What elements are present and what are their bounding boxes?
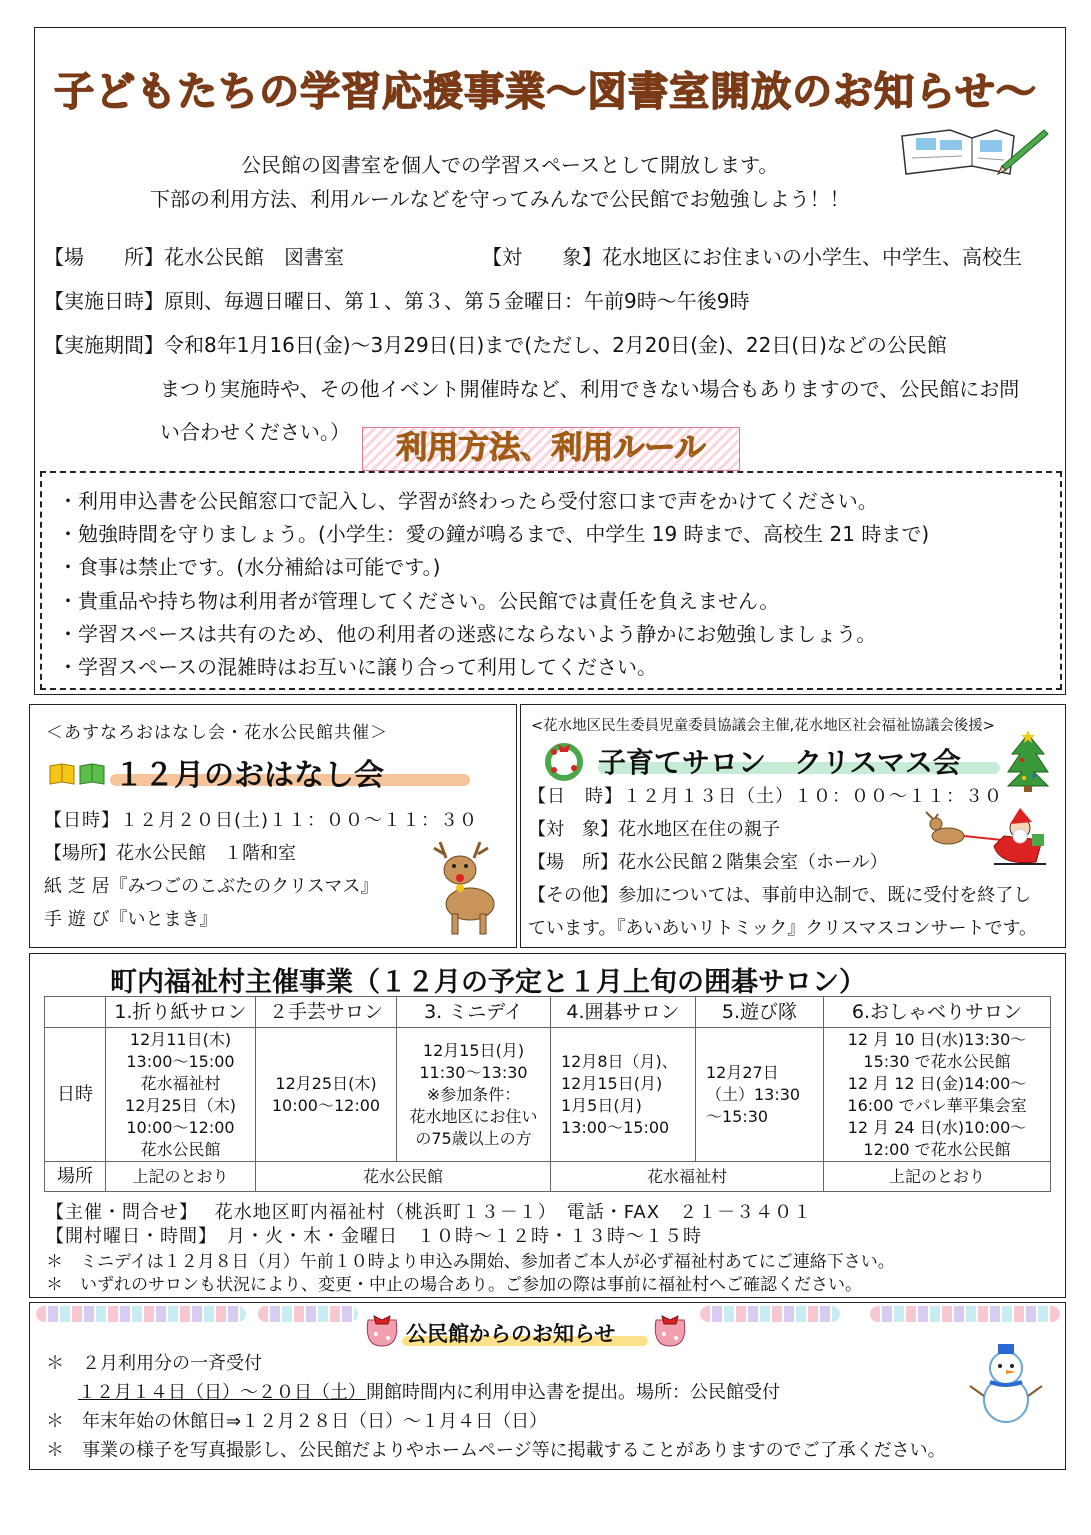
period-line-2: まつり実施時や、その他イベント開催時など、利用できない場合もありますので、公民館にお問 bbox=[160, 377, 1020, 401]
ohanashi-subtitle: ＜あすなろおはなし会・花水公民館共催＞ bbox=[46, 723, 388, 743]
salon-target: 【対 象】花水地区在住の親子 bbox=[528, 819, 780, 840]
table-header-row bbox=[45, 997, 1051, 1028]
rules-heading: 利用方法、利用ルール bbox=[362, 427, 740, 471]
rule-item: ・利用申込書を公民館窓口で記入し、学習が終わったら受付窓口まで声をかけてください。 bbox=[58, 489, 878, 513]
table-row bbox=[45, 1162, 1051, 1192]
fukushi-note: ＊ ミニデイは１２月８日（月）午前１０時より申込み開始、参加者ご本人が必ず福祉村あてにご連絡下さい。 bbox=[46, 1252, 895, 1272]
place-info: 【場 所】花水公民館 図書室 bbox=[44, 245, 344, 269]
row-label: 日時 bbox=[45, 1028, 106, 1162]
santa-sleigh-icon bbox=[924, 806, 1058, 872]
table-header-cell: ２手芸サロン bbox=[256, 997, 397, 1028]
salon-date: 【日 時】１２月１３日（土）１０：００～１１：３０ bbox=[528, 786, 1003, 807]
table-header-cell: 5.遊び隊 bbox=[696, 997, 824, 1028]
row-label: 場所 bbox=[45, 1162, 106, 1192]
salon-subtitle: <花水地区民生委員児童委員協議会主催,花水地区社会福祉協議会後援> bbox=[531, 718, 995, 734]
fukushi-contact: 【主催・問合せ】 花水地区町内福祉村（桃浜町１３－１） 電話・FAX ２１－３４０１ bbox=[46, 1202, 813, 1223]
rule-item: ・勉強時間を守りましょう。(小学生：愛の鐘が鳴るまで、中学生 19 時まで、高校生 21 時まで) bbox=[58, 522, 930, 546]
notice-date-range: １２月１４日（日）～２０日（土） bbox=[78, 1382, 366, 1403]
schedule-table bbox=[44, 996, 1051, 1192]
table-header-cell: 1.折り紙サロン bbox=[106, 997, 256, 1028]
table-row bbox=[45, 1028, 1051, 1162]
table-cell: 12月27日 （土）13:30 ～15:30 bbox=[696, 1028, 824, 1162]
wreath-icon bbox=[540, 738, 588, 782]
salon-other-2: ています。『あいあいリトミック』クリスマスコンサートです。 bbox=[528, 918, 1038, 939]
rule-item: ・学習スペースは共有のため、他の利用者の迷惑にならないよう静かにお勉強しましょう。 bbox=[58, 622, 877, 646]
rule-item: ・貴重品や持ち物は利用者が管理してください。公民館では責任を負えません。 bbox=[58, 589, 780, 613]
gift-bag-icon bbox=[362, 1304, 402, 1348]
table-cell: 12月15日(月) 11:30～13:30 ※参加条件： 花水地区にお住い の75歳以上の方 bbox=[397, 1028, 551, 1162]
garland-decoration bbox=[870, 1306, 1060, 1322]
notice-item-2: ＊ 年末年始の休館日⇒１２月２８日（日）～１月４日（日） bbox=[46, 1411, 548, 1432]
schedule-info: 【実施日時】原則、毎週日曜日、第１、第３、第５金曜日：午前9時～午後9時 bbox=[44, 289, 750, 313]
notice-item-1-detail bbox=[78, 1378, 780, 1404]
table-header-cell: 4.囲碁サロン bbox=[551, 997, 696, 1028]
ohanashi-teasobi: 手 遊 び『いとまき』 bbox=[44, 909, 218, 930]
ohanashi-kamishibai: 紙 芝 居『みつごのこぶたのクリスマス』 bbox=[44, 876, 379, 897]
table-cell: 12月25日(木) 10:00～12:00 bbox=[256, 1028, 397, 1162]
table-cell: 花水公民館 bbox=[256, 1162, 551, 1192]
salon-place: 【場 所】花水公民館２階集会室（ホール） bbox=[528, 852, 888, 873]
table-cell: 12 月 10 日(水)13:30～ 15:30 で花水公民館 12 月 12 日(金)14:00～ 16:00 でパレ華平集会室 12 月 24 日(水)10:00～ 12:00 で花水公民館 bbox=[824, 1028, 1051, 1162]
target-info: 【対 象】花水地区にお住まいの小学生、中学生、高校生 bbox=[482, 245, 1022, 269]
period-line-1: 【実施期間】令和8年1月16日(金)～3月29日(日)まで(ただし、2月20日(金)、22日(日)などの公民館 bbox=[44, 333, 947, 357]
notice-title: 公民館からのお知らせ bbox=[406, 1322, 616, 1346]
rule-item: ・食事は禁止です。(水分補給は可能です。) bbox=[58, 555, 441, 579]
notice-detail-text: 開館時間内に利用申込書を提出。場所：公民館受付 bbox=[366, 1382, 780, 1403]
table-cell: 12月8日（月)、 12月15日(月) 1月5日(月) 13:00～15:00 bbox=[551, 1028, 696, 1162]
fukushi-hours: 【開村曜日・時間】 月・火・木・金曜日 １０時～１２時・１３時～１５時 bbox=[46, 1226, 702, 1247]
period-line-3: い合わせください。） bbox=[160, 420, 350, 444]
table-cell: 上記のとおり bbox=[106, 1162, 256, 1192]
gift-bag-icon bbox=[650, 1304, 690, 1348]
table-header-cell bbox=[45, 997, 106, 1028]
table-cell: 上記のとおり bbox=[824, 1162, 1051, 1192]
garland-decoration bbox=[258, 1306, 358, 1322]
fukushi-title: 町内福祉村主催事業（１２月の予定と１月上旬の囲碁サロン） bbox=[110, 967, 866, 998]
snowman-icon bbox=[968, 1340, 1044, 1424]
salon-title: 子育てサロン クリスマス会 bbox=[598, 746, 961, 779]
ohanashi-date: 【日時】１２月２０日(土)１１：００～１１：３０ bbox=[44, 810, 479, 831]
notice-item-3: ＊ 事業の様子を写真撮影し、公民館だよりやホームページ等に掲載することがありますのでご了承ください。 bbox=[46, 1440, 946, 1461]
page-title: 子どもたちの学習応援事業～図書室開放のお知らせ～ bbox=[54, 69, 1037, 115]
ohanashi-place: 【場所】花水公民館 １階和室 bbox=[44, 843, 296, 864]
intro-line-2: 下部の利用方法、利用ルールなどを守ってみんなで公民館でお勉強しよう！！ bbox=[150, 187, 850, 211]
intro-line-1: 公民館の図書室を個人での学習スペースとして開放します。 bbox=[241, 153, 779, 177]
notice-item-1: ＊ ２月利用分の一斉受付 bbox=[46, 1353, 262, 1374]
rule-item: ・学習スペースの混雑時はお互いに譲り合って利用してください。 bbox=[58, 655, 657, 679]
fukushi-note: ＊ いずれのサロンも状況により、変更・中止の場合あり。ご参加の際は事前に福祉村へご確認ください。 bbox=[46, 1275, 862, 1295]
books-icon bbox=[48, 760, 108, 786]
garland-decoration bbox=[700, 1306, 840, 1322]
salon-other-1: 【その他】参加については、事前申込制で、既に受付を終了し bbox=[528, 885, 1032, 906]
ohanashi-title: １２月のおはなし会 bbox=[114, 758, 384, 793]
table-cell: 花水福祉村 bbox=[551, 1162, 824, 1192]
christmas-tree-icon bbox=[1004, 730, 1052, 794]
table-cell: 12月11日(木) 13:00～15:00 花水福祉村 12月25日（木) 10:00～12:00 花水公民館 bbox=[106, 1028, 256, 1162]
book-pencil-icon bbox=[898, 122, 1050, 180]
garland-decoration bbox=[36, 1306, 246, 1322]
table-header-cell: 6.おしゃべりサロン bbox=[824, 997, 1051, 1028]
reindeer-icon bbox=[420, 838, 504, 938]
table-header-cell: 3. ミニデイ bbox=[397, 997, 551, 1028]
